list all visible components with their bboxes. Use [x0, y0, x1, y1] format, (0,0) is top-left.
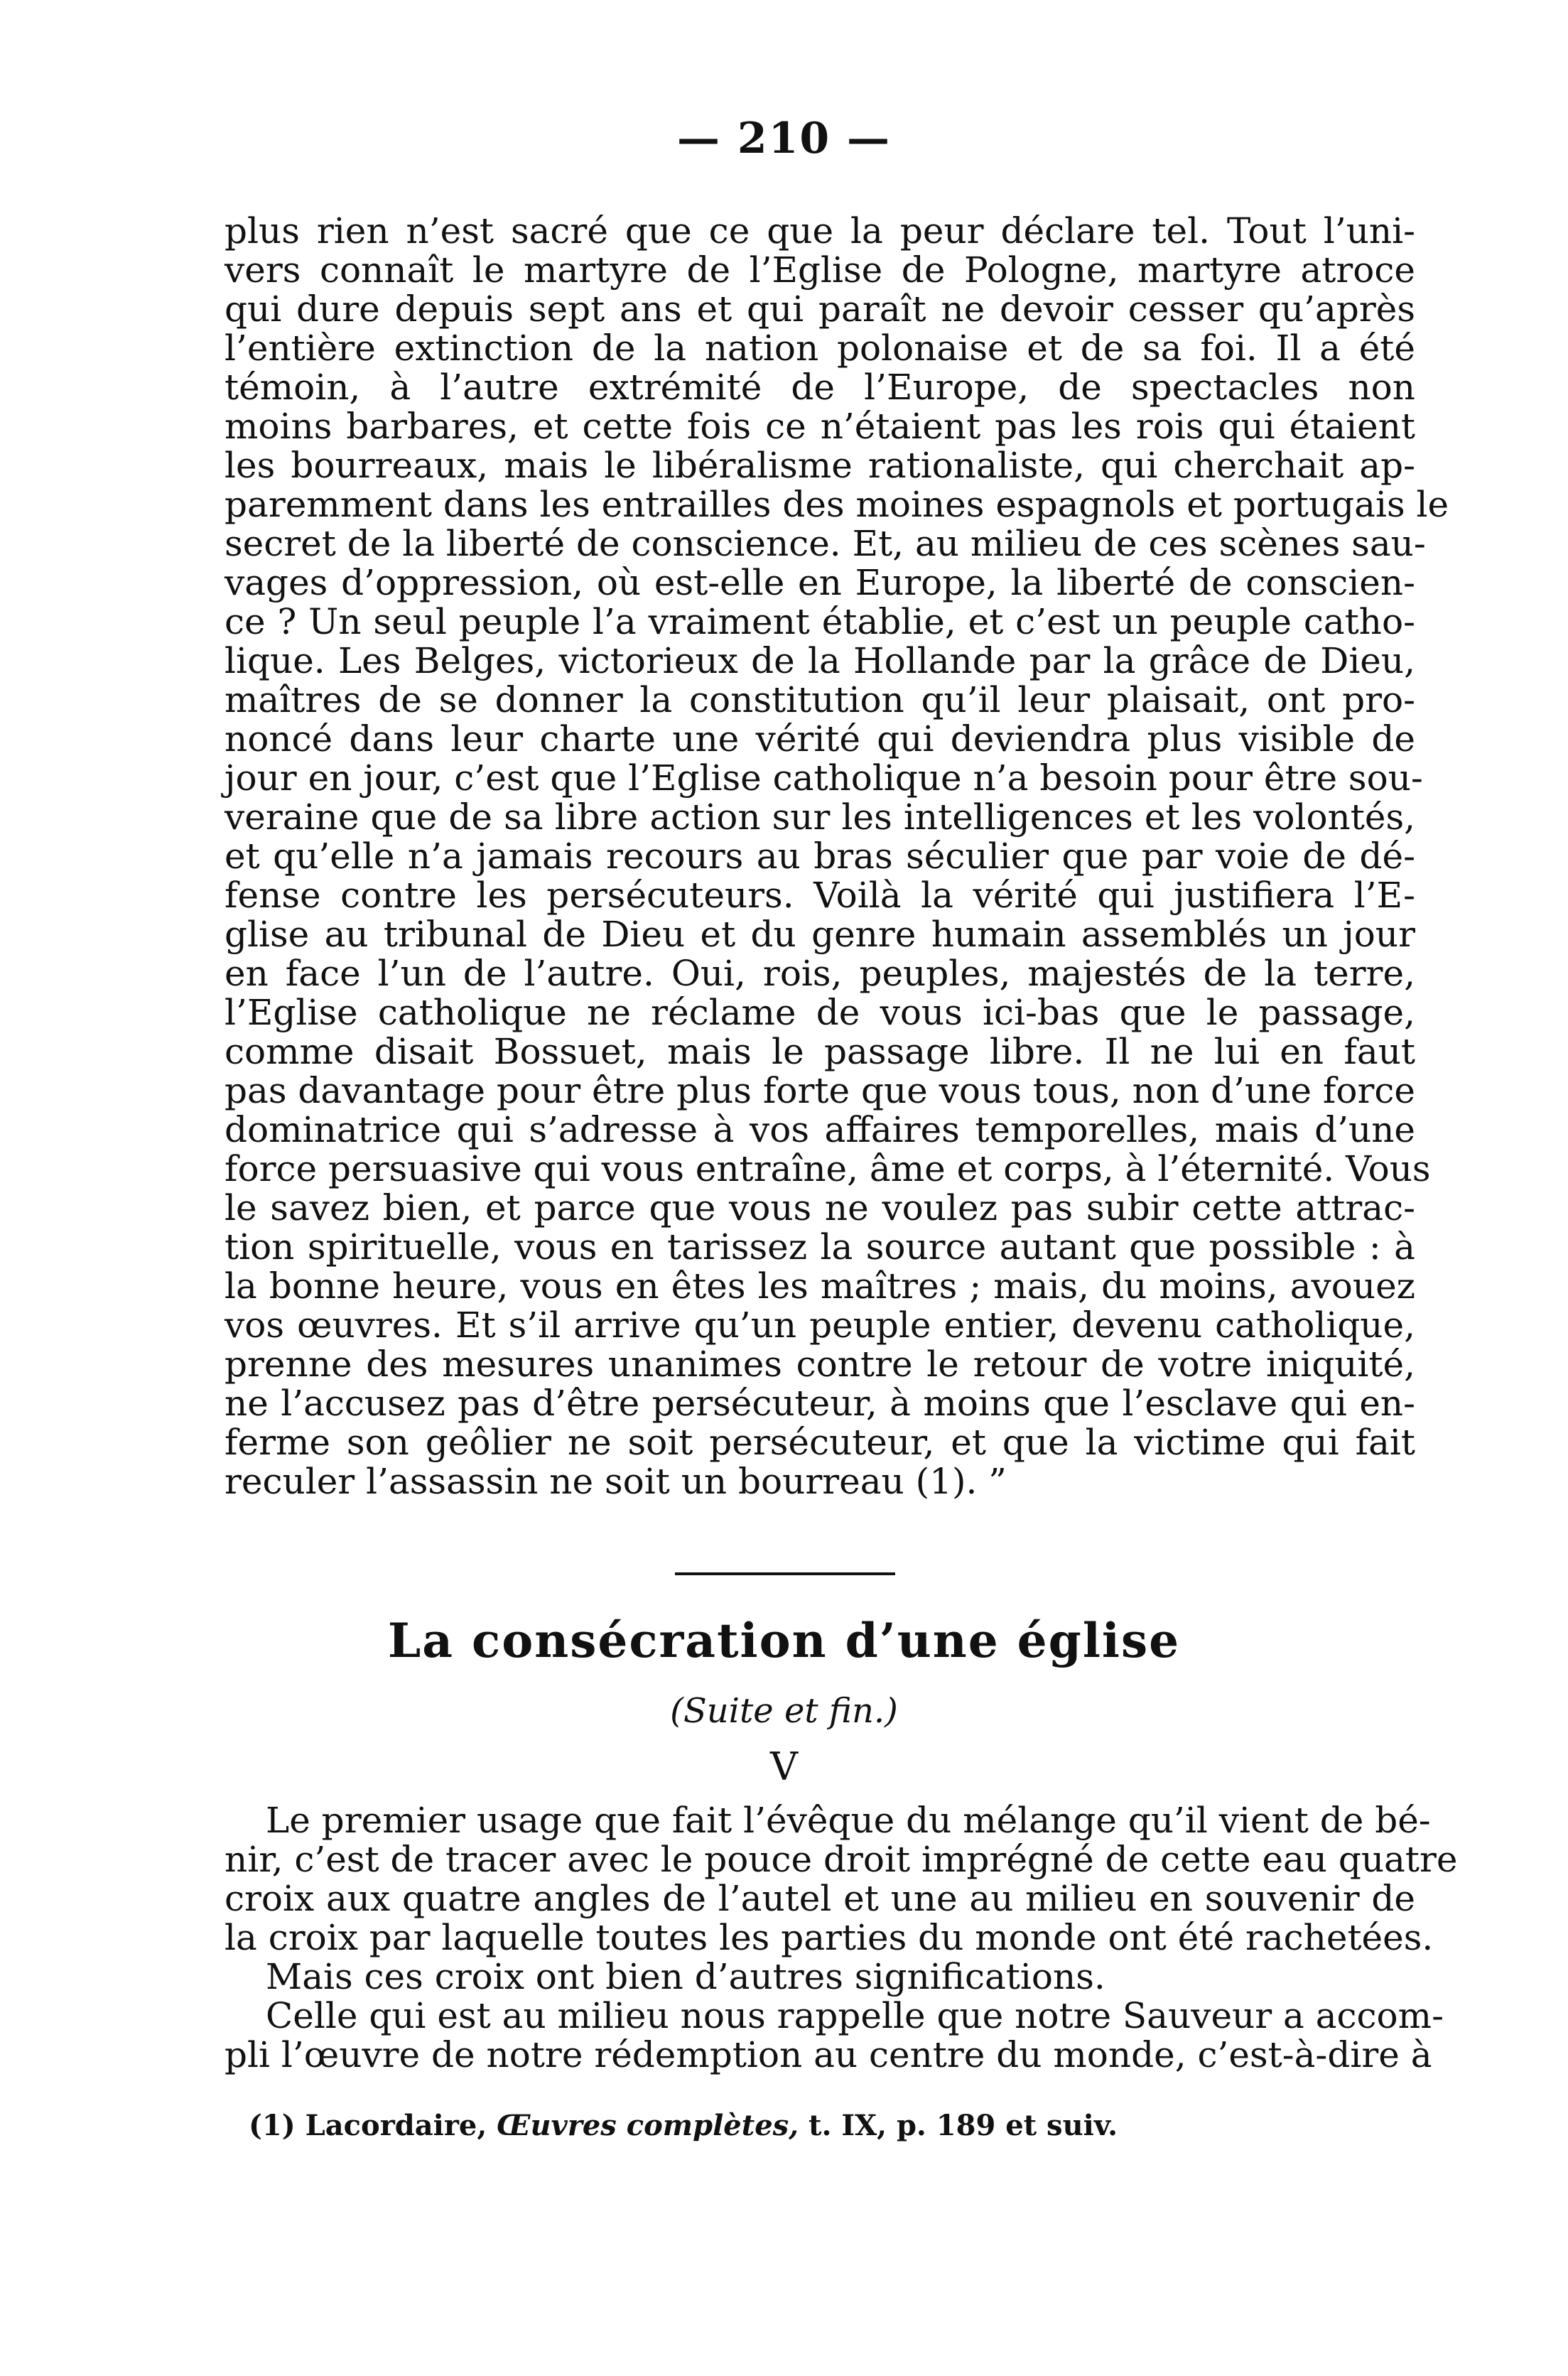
text-line: l’entière extinction de la nation polonaise et de sa foi. Il a été — [225, 328, 1415, 369]
text-line: maîtres de se donner la constitution qu’il leur plaisait, ont pro- — [225, 679, 1415, 720]
text-line: le savez bien, et parce que vous ne voulez pas subir cette attrac- — [225, 1187, 1415, 1228]
text-line: ne l’accusez pas d’être persécuteur, à moins que l’esclave qui en- — [225, 1383, 1415, 1424]
text-line: jour en jour, c’est que l’Eglise catholique n’a besoin pour être sou- — [225, 757, 1423, 799]
text-line: qui dure depuis sept ans et qui paraît ne devoir cesser qu’après — [225, 288, 1415, 330]
text-line: témoin, à l’autre extrémité de l’Europe, de spectacles non — [225, 367, 1415, 408]
text-line: noncé dans leur charte une vérité qui deviendra plus visible de — [225, 718, 1415, 760]
text-line: dominatrice qui s’adresse à vos affaires temporelles, mais d’une — [225, 1109, 1415, 1150]
text-line: ferme son geôlier ne soit persécuteur, et que la victime qui fait — [225, 1422, 1415, 1463]
text-line: pas davantage pour être plus forte que vous tous, non d’une force — [225, 1070, 1415, 1111]
text-line: moins barbares, et cette fois ce n’étaient pas les rois qui étaient — [225, 406, 1415, 447]
text-line: reculer l’assassin ne soit un bourreau (1). ” — [225, 1461, 1007, 1502]
text-line: la bonne heure, vous en êtes les maîtres ; mais, du moins, avouez — [225, 1265, 1415, 1307]
paragraph-center-cross — [225, 1995, 1444, 2075]
text-line: fense contre les persécuteurs. Voilà la vérité qui justifiera l’E- — [225, 875, 1415, 916]
text-line: croix aux quatre angles de l’autel et une au milieu en souvenir de — [225, 1878, 1415, 1919]
text-line: paremment dans les entrailles des moines espagnols et portugais le — [225, 484, 1449, 525]
section-title: La consécration d’une église — [387, 1613, 1181, 1668]
text-line: vos œuvres. Et s’il arrive qu’un peuple entier, devenu catholique, — [225, 1305, 1415, 1346]
footnote-marker: (1) — [249, 2109, 296, 2142]
text-line: en face l’un de l’autre. Oui, rois, peuples, majestés de la terre, — [225, 953, 1415, 994]
footnote-work: Œuvres complètes, — [497, 2109, 799, 2142]
text-line: veraine que de sa libre action sur les intelligences et les volontés, — [225, 796, 1415, 838]
section-subtitle: (Suite et fin.) — [670, 1691, 898, 1731]
page-number: — 210 — — [676, 114, 892, 163]
text-line: comme disait Bossuet, mais le passage libre. Il ne lui en faut — [225, 1031, 1415, 1072]
text-line: la croix par laquelle toutes les parties du monde ont été rachetées. — [225, 1917, 1434, 1958]
text-line: tion spirituelle, vous en tarissez la source autant que possible : à — [225, 1226, 1415, 1268]
text-line: et qu’elle n’a jamais recours au bras séculier que par voie de dé- — [225, 836, 1415, 877]
paragraph-other-meanings — [225, 1958, 1415, 1997]
text-line: vers connaît le martyre de l’Eglise de Pologne, martyre atroce — [225, 249, 1415, 291]
text-line: ce ? Un seul peuple l’a vraiment établie, et c’est un peuple catho- — [225, 601, 1415, 642]
text-line: les bourreaux, mais le libéralisme rationaliste, qui cherchait ap- — [225, 445, 1415, 486]
text-line: Celle qui est au milieu nous rappelle que notre Sauveur a accom- — [266, 1995, 1444, 2036]
text-line: Mais ces croix ont bien d’autres significations. — [266, 1956, 1105, 1997]
section-number: V — [770, 1744, 798, 1789]
paragraph-quote-continuation — [225, 210, 1449, 1502]
text-line: glise au tribunal de Dieu et du genre humain assemblés un jour — [225, 914, 1415, 955]
footnote-author: Lacordaire, — [305, 2109, 487, 2142]
text-line: plus rien n’est sacré que ce que la peur déclare tel. Tout l’uni- — [225, 210, 1415, 252]
section-divider-rule — [675, 1572, 895, 1575]
text-line: prenne des mesures unanimes contre le retour de votre iniquité, — [225, 1344, 1415, 1385]
footnote-reference: t. IX, p. 189 et suiv. — [809, 2109, 1118, 2142]
text-line: l’Eglise catholique ne réclame de vous ici-bas que le passage, — [225, 992, 1415, 1033]
text-line: lique. Les Belges, victorieux de la Hollande par la grâce de Dieu, — [225, 640, 1415, 681]
text-line: nir, c’est de tracer avec le pouce droit imprégné de cette eau quatre — [225, 1839, 1458, 1880]
text-line: force persuasive qui vous entraîne, âme et corps, à l’éternité. Vous — [225, 1148, 1431, 1189]
paragraph-first-usage — [225, 1800, 1458, 1958]
footnote — [249, 2109, 1118, 2142]
text-line: Le premier usage que fait l’évêque du mélange qu’il vient de bé- — [266, 1800, 1431, 1841]
text-line: secret de la liberté de conscience. Et, au milieu de ces scènes sau- — [225, 523, 1426, 564]
text-line: vages d’oppression, où est-elle en Europe, la liberté de conscien- — [225, 562, 1415, 603]
text-line: pli l’œuvre de notre rédemption au centre du monde, c’est-à-dire à — [225, 2034, 1432, 2075]
section-body — [225, 1800, 1458, 2075]
